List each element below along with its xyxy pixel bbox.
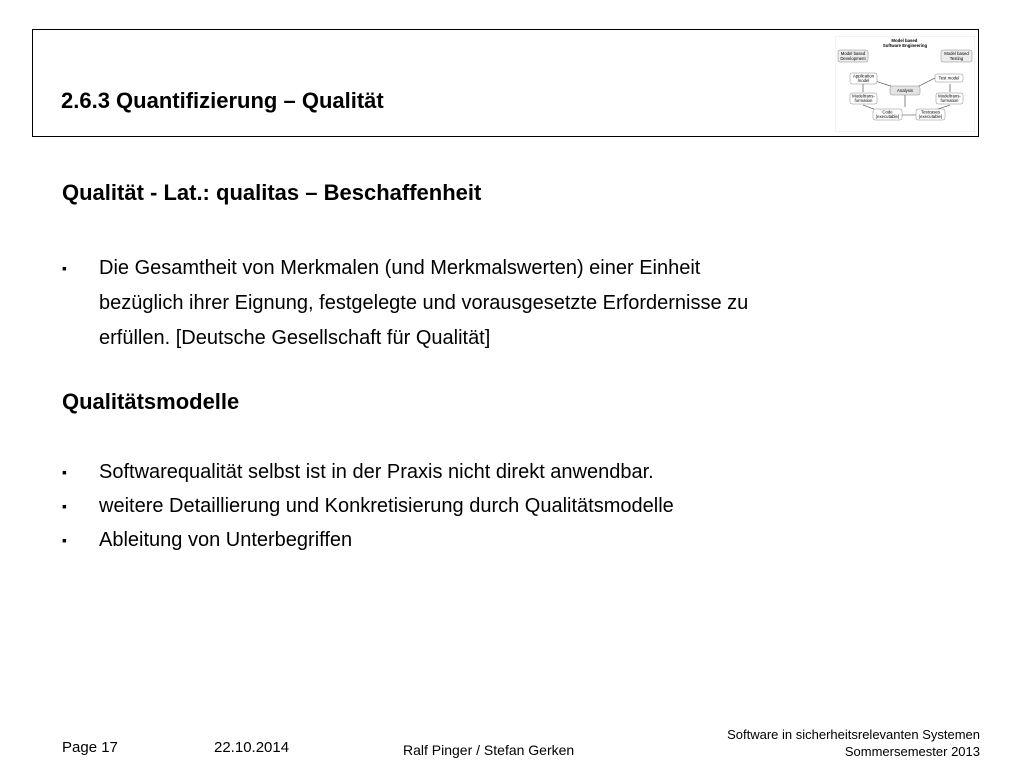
slide-title: 2.6.3 Quantifizierung – Qualität: [61, 88, 384, 113]
diagram-top-label: Model based Software Engineering: [882, 38, 928, 48]
diagram-box-code: [873, 109, 902, 120]
header-box: [32, 29, 979, 137]
svg-text:Test model: Test model: [938, 75, 960, 81]
list-item: [62, 523, 942, 558]
bullet-text: Softwarequalität selbst ist in der Praxis nicht direkt anwendbar.: [99, 461, 654, 483]
definition-line-3: erfüllen. [Deutsche Gesellschaft für Qualität]: [99, 327, 491, 349]
svg-text:Model basedTesting: Model based Testing: [944, 51, 969, 61]
diagram-box-analysis: [890, 86, 920, 95]
footer-authors: Ralf Pinger / Stefan Gerken: [403, 742, 575, 758]
footer-semester: Sommersemester 2013: [844, 744, 980, 759]
svg-text:Model basedDevelopment: Model based Development: [840, 51, 866, 61]
footer-page-number: Page 17: [62, 739, 118, 756]
bullet-square-icon: ▪: [62, 260, 67, 276]
bullet-square-icon: ▪: [62, 532, 67, 548]
svg-text:Applicationmodel: Application model: [852, 73, 875, 83]
heading-quality-models: Qualitätsmodelle: [62, 389, 240, 414]
svg-text:Analysis: Analysis: [896, 88, 914, 93]
svg-text:Modeltrans-formation: Modeltrans-formation: [852, 93, 875, 103]
diagram-box-application-model: [850, 73, 877, 84]
diagram-box-left: [838, 50, 868, 62]
diagram-box-testcases: [916, 109, 945, 120]
diagram-box-transformation-left: [850, 93, 877, 104]
diagram-box-right: [941, 50, 972, 62]
list-item: [62, 455, 942, 490]
heading-quality-definition: Qualität - Lat.: qualitas – Beschaffenheit: [62, 180, 482, 205]
svg-text:Modeltrans-formation: Modeltrans-formation: [938, 93, 961, 103]
definition-line-2: bezüglich ihrer Eignung, festgelegte und vorausgesetzte Erfordernisse zu: [99, 292, 749, 314]
svg-text:Code(executable): Code (executable): [875, 109, 900, 119]
list-item-definition: [62, 251, 942, 356]
diagram-box-test-model: [935, 74, 963, 82]
footer-course: Software in sicherheitsrelevanten Systemen: [727, 727, 980, 742]
list-item: [62, 489, 942, 524]
bullet-text: weitere Detaillierung und Konkretisierung durch Qualitätsmodelle: [99, 495, 674, 517]
mbse-diagram: [835, 36, 975, 132]
footer-course-info: [727, 726, 980, 760]
bullet-text: Ableitung von Unterbegriffen: [99, 529, 353, 551]
definition-line-1: Die Gesamtheit von Merkmalen (und Merkmalswerten) einer Einheit: [99, 257, 701, 279]
bullet-square-icon: ▪: [62, 464, 67, 480]
footer-date: 22.10.2014: [214, 739, 290, 756]
diagram-box-transformation-right: [936, 93, 963, 104]
bullet-square-icon: ▪: [62, 498, 67, 514]
svg-text:Testcases(executable): Testcases (executable): [918, 109, 943, 119]
